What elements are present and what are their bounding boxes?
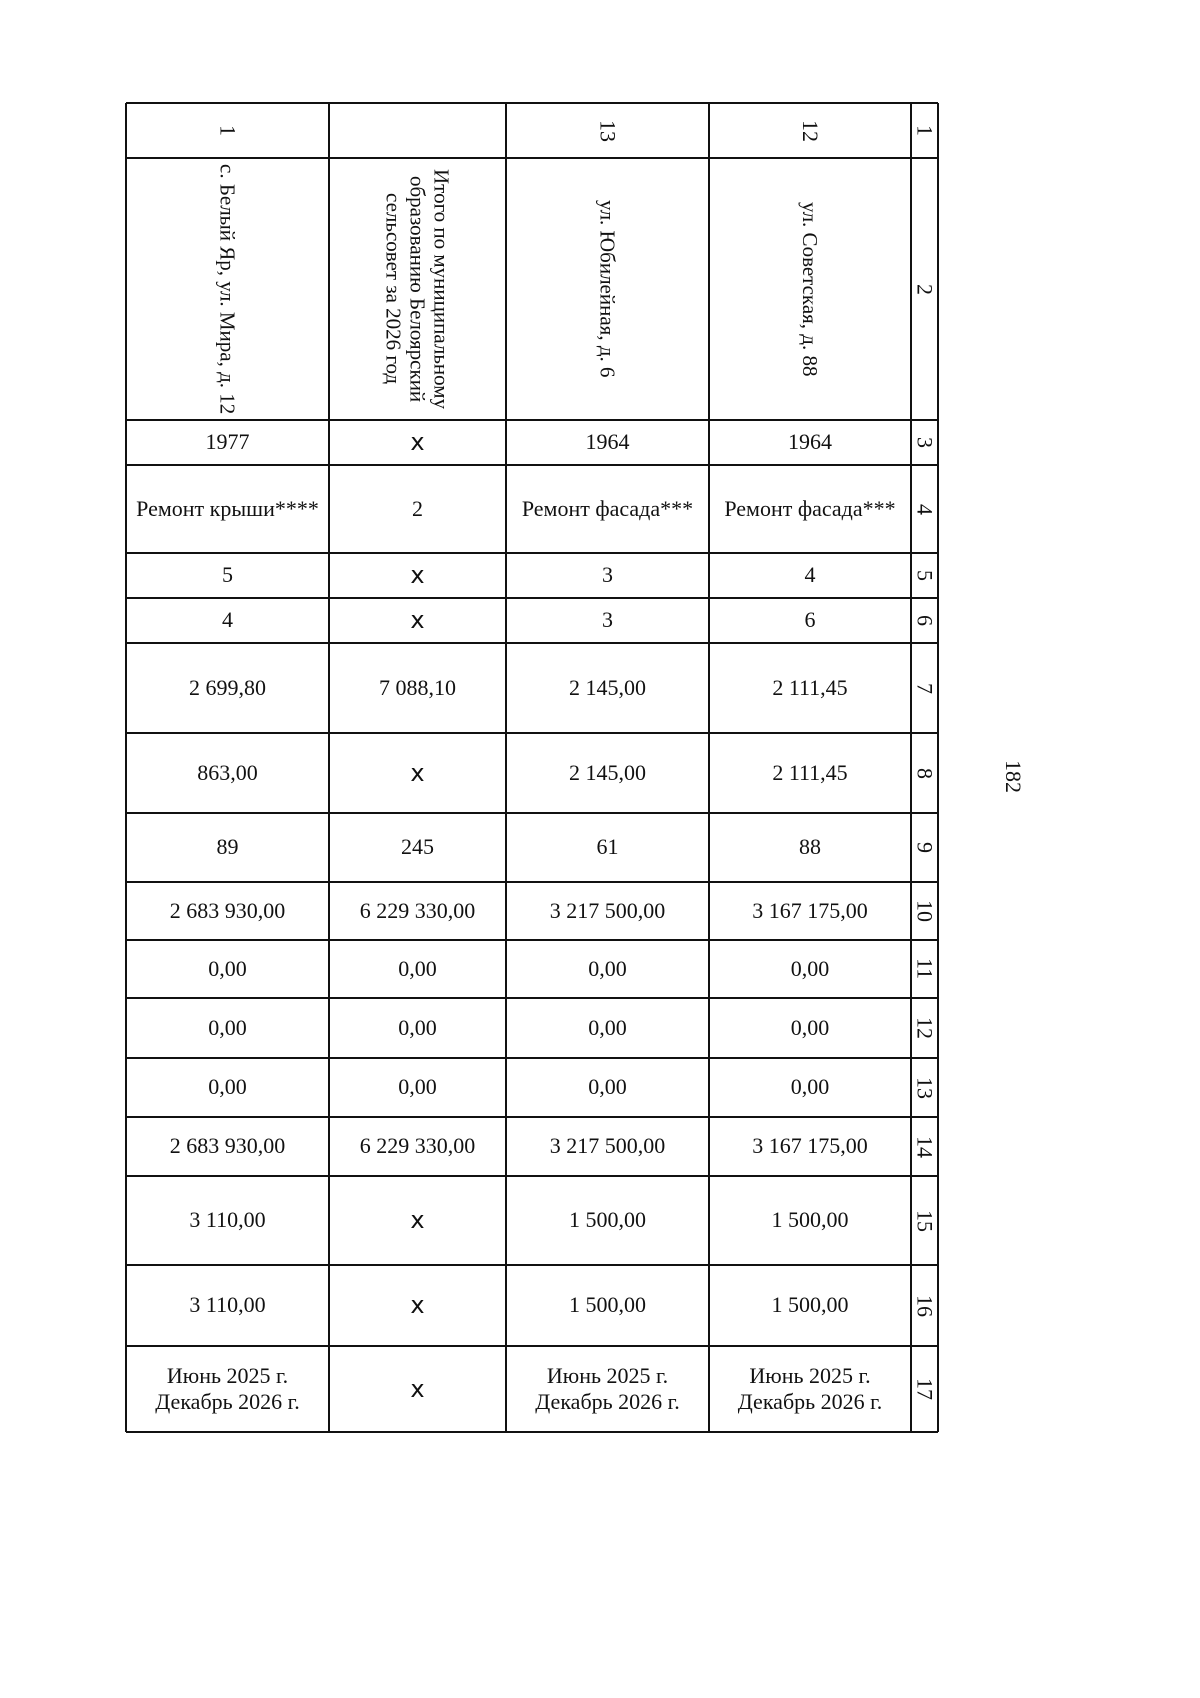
column-number-4: 4 — [912, 503, 938, 515]
column-number-12: 12 — [912, 1017, 938, 1039]
column-number-14: 14 — [912, 1135, 938, 1158]
row-total-col-9: 245 — [401, 834, 434, 860]
row-13-address: ул. Юбилейная, д. 6 — [595, 200, 620, 378]
row-13-col-6: 3 — [602, 607, 613, 633]
column-number-17: 17 — [912, 1378, 938, 1400]
row-12-col-8: 2 111,45 — [772, 759, 848, 785]
column-number-15: 15 — [912, 1209, 938, 1232]
row-13-col-3: 1964 — [585, 429, 630, 455]
row-1-col-7: 2 699,80 — [189, 674, 266, 700]
row-1-col-4: Ремонт крыши**** — [136, 495, 319, 521]
row-13-col-8: 2 145,00 — [569, 759, 646, 785]
row-13-col-14: 3 217 500,00 — [549, 1133, 666, 1159]
row-12-col-7: 2 111,45 — [772, 674, 848, 700]
row-13-col-13: 0,00 — [588, 1074, 627, 1100]
row-1-col-3: 1977 — [205, 429, 250, 455]
row-1-col-16: 3 110,00 — [189, 1292, 266, 1318]
row-total-col-7: 7 088,10 — [379, 674, 456, 700]
row-12-col-4: Ремонт фасада*** — [724, 495, 896, 521]
row-total-col-4: 2 — [412, 495, 423, 521]
column-number-13: 13 — [912, 1076, 938, 1099]
column-number-16: 16 — [912, 1294, 938, 1317]
row-13-col-5: 3 — [602, 562, 613, 588]
row-total-number — [329, 103, 506, 158]
row-12-number: 12 — [798, 119, 824, 142]
row-13-col-9: 61 — [596, 834, 619, 860]
row-13-col-10: 3 217 500,00 — [549, 897, 666, 923]
row-1-col-12: 0,00 — [208, 1014, 247, 1040]
row-12-col-14: 3 167 175,00 — [752, 1133, 868, 1159]
row-1-col-5: 5 — [222, 562, 233, 588]
row-12-col-13: 0,00 — [790, 1074, 830, 1100]
row-1-col-14: 2 683 930,00 — [169, 1133, 286, 1159]
row-1-col-17: Июнь 2025 г. Декабрь 2026 г. — [155, 1362, 300, 1414]
page-number: 182 — [1001, 760, 1026, 793]
row-12-col-17: Июнь 2025 г. Декабрь 2026 г. — [737, 1362, 883, 1414]
column-number-1: 1 — [912, 125, 938, 136]
row-13-col-12: 0,00 — [588, 1014, 627, 1040]
row-13-col-4: Ремонт фасада*** — [521, 495, 694, 521]
row-12-col-15: 1 500,00 — [771, 1207, 849, 1233]
row-1-col-15: 3 110,00 — [189, 1207, 266, 1233]
row-total-col-5: х — [410, 561, 425, 590]
row-1-col-6: 4 — [222, 607, 233, 633]
row-total-col-3: х — [410, 428, 425, 457]
row-total-col-10: 6 229 330,00 — [359, 897, 476, 923]
row-12-col-12: 0,00 — [790, 1014, 830, 1040]
row-12-col-11: 0,00 — [790, 955, 830, 981]
row-1-col-9: 89 — [216, 834, 239, 860]
column-number-10: 10 — [912, 900, 938, 922]
row-total-col-12: 0,00 — [398, 1014, 437, 1040]
row-total-col-17: х — [410, 1374, 425, 1403]
column-number-5: 5 — [912, 570, 938, 581]
row-13-col-16: 1 500,00 — [569, 1292, 646, 1318]
row-12-address: ул. Советская, д. 88 — [798, 201, 823, 377]
row-13-col-17: Июнь 2025 г. Декабрь 2026 г. — [535, 1362, 680, 1414]
row-12-col-6: 6 — [804, 607, 816, 633]
row-1-number: 1 — [215, 125, 241, 136]
row-12-col-9: 88 — [799, 834, 821, 860]
row-1-col-11: 0,00 — [208, 955, 247, 981]
row-1-address: с. Белый Яр, ул. Мира, д. 12 — [215, 163, 240, 415]
row-total-col-14: 6 229 330,00 — [359, 1133, 476, 1159]
row-13-col-15: 1 500,00 — [569, 1207, 646, 1233]
row-1-col-13: 0,00 — [208, 1074, 247, 1100]
column-number-2: 2 — [912, 283, 938, 295]
row-13-number: 13 — [595, 119, 621, 142]
row-1-col-8: 863,00 — [197, 759, 258, 785]
column-number-3: 3 — [912, 437, 938, 448]
row-total-col-16: х — [410, 1291, 425, 1320]
row-total-col-6: х — [410, 606, 425, 635]
row-12-col-3: 1964 — [788, 429, 832, 455]
row-total-col-8: х — [410, 758, 425, 787]
column-number-9: 9 — [912, 842, 938, 853]
row-13-col-7: 2 145,00 — [569, 674, 646, 700]
row-total-address: Итого по муниципальному образованию Белоярский сельсовет за 2026 год — [381, 168, 454, 410]
row-12-col-16: 1 500,00 — [771, 1292, 849, 1318]
row-1-col-10: 2 683 930,00 — [169, 897, 286, 923]
row-total-col-13: 0,00 — [398, 1074, 437, 1100]
column-number-7: 7 — [912, 682, 938, 694]
row-total-col-15: х — [410, 1206, 425, 1235]
row-total-col-11: 0,00 — [398, 955, 437, 981]
column-number-11: 11 — [912, 958, 938, 980]
column-number-8: 8 — [912, 767, 938, 779]
row-12-col-10: 3 167 175,00 — [752, 897, 868, 923]
row-13-col-11: 0,00 — [588, 955, 627, 981]
row-12-col-5: 4 — [804, 562, 816, 588]
column-number-6: 6 — [912, 615, 938, 626]
